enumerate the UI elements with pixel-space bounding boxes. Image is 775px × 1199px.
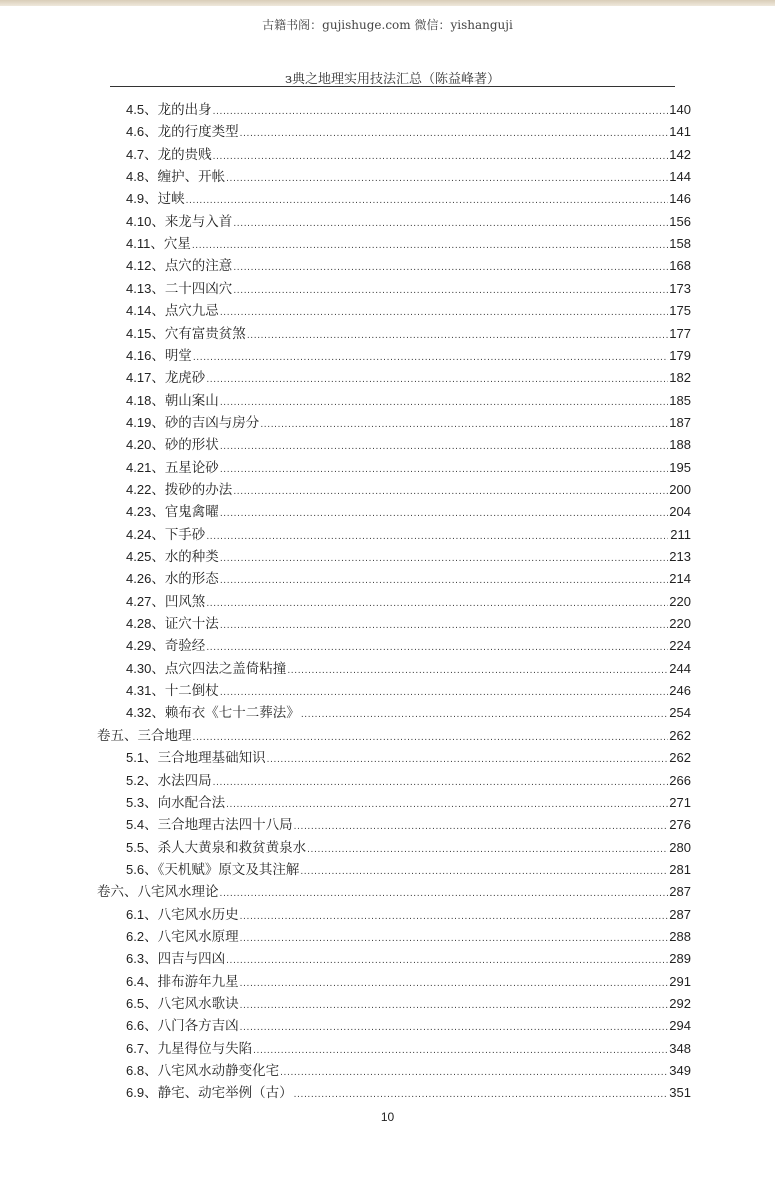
toc-entry-separator: 、: [144, 1040, 158, 1057]
toc-entry-number: 4.5: [126, 102, 145, 117]
toc-entry-separator: 、: [144, 817, 158, 834]
toc-entry-number: 4.24: [126, 526, 152, 542]
dot-leader: [287, 660, 668, 682]
toc-entry[interactable]: [126, 211, 691, 233]
toc-entry[interactable]: [126, 770, 691, 792]
toc-entry-separator: 、: [144, 102, 158, 118]
toc-entry-page: 289: [669, 951, 691, 967]
dot-leader: [213, 772, 668, 794]
toc-entry-separator: 、: [151, 437, 165, 454]
toc-entry-separator: 、: [150, 236, 164, 253]
toc-entry-separator: 、: [151, 504, 165, 521]
toc-entry-separator: 、: [144, 996, 158, 1012]
toc-entry[interactable]: [126, 166, 691, 188]
toc-entry-title: 拨砂的办法: [164, 481, 233, 498]
toc-entry-number: 6.8: [126, 1063, 145, 1079]
toc-entry-title: 缠护、开帐: [157, 169, 226, 186]
dot-leader: [294, 1084, 668, 1106]
toc-entry-title: 证穴十法: [164, 616, 219, 633]
toc-entry-page: 140: [669, 102, 691, 117]
toc-entry-title: 二十四凶穴: [164, 280, 233, 297]
dot-leader: [193, 347, 668, 369]
toc-entry-separator: 、: [151, 705, 165, 722]
toc-entry-number: 4.8: [126, 169, 145, 185]
dot-leader: [220, 883, 669, 905]
toc-entry-number: 4.21: [126, 459, 152, 475]
page-number: 10: [380, 1110, 395, 1124]
toc-entry-page: 175: [669, 303, 691, 319]
dot-leader: [233, 481, 668, 503]
toc-entry-title: 八门各方吉凶: [157, 1018, 239, 1035]
toc-entry-separator: 、: [151, 683, 165, 700]
toc-entry-number: 4.13: [126, 280, 152, 296]
toc-entry-number: 4.10: [126, 213, 152, 229]
toc-entry[interactable]: [126, 323, 691, 345]
dot-leader: [240, 928, 668, 950]
toc-entry-page: 254: [669, 705, 691, 721]
toc-entry-number: 4.31: [126, 683, 152, 699]
toc-entry-number: 6.6: [126, 1018, 145, 1034]
toc-entry-separator: 、: [151, 616, 165, 633]
toc-entry-number: 4.22: [126, 481, 152, 497]
toc-entry-number: 5.5: [126, 839, 145, 855]
toc-entry-separator: 、: [151, 347, 165, 364]
toc-entry-page: 214: [669, 571, 691, 587]
toc-entry-title: 静宅、动宅举例（古）: [157, 1085, 293, 1102]
toc-entry-title: 卷六、八宅风水理论: [97, 884, 219, 901]
toc-entry-title: 明堂: [164, 347, 192, 364]
toc-entry-title: 八宅风水历史: [157, 906, 239, 923]
toc-entry-page: 280: [669, 839, 691, 855]
toc-entry-number: 4.20: [126, 437, 152, 453]
toc-entry-title: 来龙与入首: [164, 213, 233, 230]
toc-entry-number: 6.9: [126, 1085, 145, 1101]
toc-entry[interactable]: [126, 434, 691, 456]
dot-leader: [220, 570, 668, 592]
toc-entry-number: 4.30: [126, 660, 152, 676]
dot-leader: [233, 257, 668, 279]
toc-entry-separator: 、: [144, 169, 158, 186]
toc-entry-separator: 、: [144, 1085, 158, 1102]
toc-entry[interactable]: [126, 99, 691, 121]
toc-entry-page: 156: [669, 213, 691, 229]
toc-entry-title: 奇验经: [164, 638, 206, 655]
dot-leader: [226, 168, 668, 190]
toc-entry-number: 4.6: [126, 124, 145, 140]
toc-entry-number: 4.29: [126, 638, 152, 654]
header-rule: [110, 86, 675, 87]
toc-entry-title: 九星得位与失陷: [157, 1040, 253, 1057]
dot-leader: [220, 615, 668, 637]
toc-entry[interactable]: [126, 859, 691, 881]
dot-leader: [206, 369, 668, 391]
toc-entry-title: 三合地理古法四十八局: [157, 817, 293, 834]
toc-entry-separator: 、: [144, 951, 158, 968]
dot-leader: [233, 280, 668, 302]
toc-entry-separator: 、: [151, 638, 165, 655]
dot-leader: [267, 749, 668, 771]
toc-entry-title: 下手砂: [164, 526, 206, 543]
toc-entry-title: 赖布衣《七十二葬法》: [164, 705, 300, 722]
dot-leader: [220, 392, 668, 414]
toc-entry[interactable]: [126, 233, 691, 255]
toc-entry-title: 穴有富贵贫煞: [164, 325, 246, 342]
toc-entry-title: 凹风煞: [164, 593, 206, 610]
toc-entry[interactable]: [126, 457, 691, 479]
toc-entry[interactable]: [126, 1082, 691, 1104]
dot-leader: [253, 1040, 668, 1062]
toc-entry-page: 287: [669, 906, 691, 922]
toc-entry-title: 八宅风水原理: [157, 928, 239, 945]
toc-entry-title: 点穴四法之盖倚粘撞: [164, 660, 287, 677]
toc-entry-page: 220: [669, 593, 691, 609]
toc-entry[interactable]: [126, 390, 691, 412]
dot-leader: [240, 906, 668, 928]
toc-entry-separator: 、: [144, 973, 158, 990]
dot-leader: [220, 302, 668, 324]
toc-entry-title: 水的种类: [164, 549, 219, 565]
toc-entry-number: 4.7: [126, 146, 145, 162]
dot-leader: [240, 995, 668, 1017]
toc-entry[interactable]: [126, 1015, 691, 1037]
toc-entry-page: 213: [669, 549, 691, 564]
toc-entry-title: 砂的形状: [164, 437, 219, 454]
dot-leader: [233, 213, 668, 235]
toc-entry-page: 144: [669, 169, 691, 185]
toc-entry-page: 188: [669, 437, 691, 453]
toc-entry[interactable]: [126, 1060, 691, 1082]
toc-entry-page: 262: [669, 727, 691, 743]
toc-entry[interactable]: [126, 412, 691, 434]
toc-entry-title: 砂的吉凶与房分: [164, 414, 260, 431]
dot-leader: [186, 190, 668, 212]
toc-entry-page: 348: [669, 1040, 691, 1056]
toc-entry-page: 185: [669, 392, 691, 408]
toc-entry-title: 排布游年九星: [157, 973, 239, 990]
toc-entry-page: 292: [669, 996, 691, 1011]
toc-entry-page: 158: [669, 236, 691, 252]
toc-entry-number: 6.4: [126, 973, 145, 989]
toc-entry-page: 349: [669, 1063, 691, 1079]
running-header: з典之地理实用技法汇总（陈益峰著）: [284, 72, 501, 87]
toc-entry-title: 水法四局: [157, 772, 212, 789]
toc-entry-number: 4.26: [126, 571, 152, 587]
toc-entry-number: 4.9: [126, 191, 145, 207]
toc-entry-separator: 、: [144, 124, 158, 141]
toc-entry[interactable]: [126, 144, 691, 166]
dot-leader: [226, 950, 668, 972]
toc-entry-title: 朝山案山: [164, 392, 219, 409]
toc-entry-page: 262: [669, 750, 691, 766]
site-watermark: 古籍书阁：gujishuge.com 微信：yishanguji: [262, 18, 513, 32]
toc-entry[interactable]: [126, 479, 691, 501]
toc-entry-separator: 、: [144, 1063, 158, 1080]
dot-leader: [240, 973, 668, 995]
toc-entry-page: 142: [669, 146, 691, 162]
toc-entry-title: 水的形态: [164, 571, 219, 588]
dot-leader: [294, 816, 668, 838]
toc-entry-title: 龙虎砂: [164, 370, 206, 387]
toc-entry-separator: 、: [144, 839, 158, 856]
toc-entry-separator: 、: [151, 549, 165, 565]
dot-leader: [220, 503, 668, 525]
dot-leader: [220, 548, 668, 570]
toc-entry-number: 5.3: [126, 794, 145, 810]
toc-entry[interactable]: [126, 546, 691, 568]
toc-entry-number: 4.18: [126, 392, 152, 408]
toc-entry-number: 4.11: [126, 236, 151, 252]
dot-leader: [213, 101, 668, 123]
dot-leader: [307, 839, 668, 861]
toc-entry[interactable]: [126, 568, 691, 590]
toc-entry[interactable]: [126, 524, 691, 546]
toc-entry-separator: 、: [151, 213, 165, 230]
toc-entry-separator: 、: [151, 370, 165, 387]
toc-entry[interactable]: [126, 792, 691, 814]
toc-entry-separator: 、: [151, 526, 165, 543]
toc-chapter-entry[interactable]: [97, 881, 691, 903]
toc-entry-page: 146: [669, 191, 691, 207]
toc-entry-separator: 、: [144, 906, 158, 923]
dot-leader: [280, 1062, 668, 1084]
dot-leader: [206, 593, 668, 615]
toc-entry-number: 6.7: [126, 1040, 145, 1056]
toc-entry-number: 5.2: [126, 772, 145, 788]
toc-entry-number: 6.2: [126, 928, 145, 944]
toc-entry-page: 288: [669, 928, 691, 944]
toc-entry-title: 四吉与四凶: [157, 951, 226, 968]
toc-entry-page: 220: [669, 616, 691, 632]
toc-entry-number: 5.1: [126, 750, 145, 766]
toc-entry-separator: 、: [151, 414, 165, 431]
toc-entry[interactable]: [126, 367, 691, 389]
toc-entry-number: 4.14: [126, 303, 152, 319]
dot-leader: [220, 459, 668, 481]
toc-entry-page: 211: [670, 526, 691, 542]
toc-entry[interactable]: [126, 300, 691, 322]
toc-entry-page: 168: [669, 258, 691, 274]
toc-entry-separator: 、: [144, 750, 158, 767]
toc-entry[interactable]: [126, 747, 691, 769]
toc-entry-separator: 、: [151, 660, 165, 677]
toc-entry-page: 204: [669, 504, 691, 520]
toc-entry-page: 244: [669, 660, 691, 676]
toc-entry-number: 4.25: [126, 549, 152, 564]
toc-entry-page: 266: [669, 772, 691, 788]
toc-entry[interactable]: [126, 658, 691, 680]
toc-entry-separator: 、: [151, 481, 165, 498]
toc-entry[interactable]: [126, 613, 691, 635]
toc-entry-number: 4.23: [126, 504, 152, 520]
toc-entry-separator: 、: [151, 258, 165, 275]
toc-entry-separator: 、: [151, 303, 165, 320]
toc-entry[interactable]: [126, 904, 691, 926]
toc-entry[interactable]: [126, 837, 691, 859]
toc-entry-number: 6.1: [126, 906, 145, 922]
toc-entry-page: 276: [669, 817, 691, 833]
toc-entry-title: 点穴九忌: [164, 303, 219, 320]
dot-leader: [206, 637, 668, 659]
toc-entry-title: 龙的贵贱: [157, 146, 212, 163]
toc-entry-separator: 、: [151, 392, 165, 409]
toc-entry[interactable]: [126, 926, 691, 948]
toc-entry[interactable]: [126, 971, 691, 993]
toc-entry-number: 5.6: [126, 861, 145, 877]
toc-entry-page: 246: [669, 683, 691, 699]
toc-entry-title: 杀人大黄泉和救贫黄泉水: [157, 839, 307, 856]
toc-entry-separator: 、: [151, 593, 165, 610]
toc-entry-title: 八宅风水动静变化宅: [157, 1063, 280, 1080]
toc-entry-separator: 、: [144, 794, 158, 811]
toc-entry-page: 287: [669, 884, 691, 900]
toc-entry[interactable]: [126, 814, 691, 836]
toc-entry[interactable]: [126, 278, 691, 300]
dot-leader: [260, 414, 668, 436]
toc-entry-title: 、《天机赋》原文及其注解: [144, 861, 300, 878]
toc-entry-title: 三合地理基础知识: [157, 750, 266, 767]
toc-entry-number: 4.27: [126, 593, 152, 609]
toc-entry-page: 294: [669, 1018, 691, 1034]
dot-leader: [192, 235, 668, 257]
toc-entry[interactable]: [126, 680, 691, 702]
dot-leader: [301, 704, 668, 726]
toc-entry[interactable]: [126, 993, 691, 1015]
toc-entry-separator: 、: [151, 280, 165, 297]
toc-entry-title: 龙的行度类型: [157, 124, 239, 141]
toc-entry-title: 八宅风水歌诀: [157, 996, 239, 1012]
dot-leader: [300, 861, 668, 883]
toc-entry-number: 4.16: [126, 347, 152, 363]
toc-entry-page: 195: [669, 459, 691, 475]
toc-entry-number: 6.5: [126, 996, 145, 1011]
dot-leader: [193, 727, 669, 749]
toc-entry-page: 177: [669, 325, 691, 341]
toc-entry[interactable]: [126, 188, 691, 210]
dot-leader: [226, 794, 668, 816]
toc-entry-separator: 、: [151, 325, 165, 342]
toc-entry[interactable]: [126, 501, 691, 523]
toc-entry[interactable]: [126, 345, 691, 367]
toc-entry-number: 4.32: [126, 705, 152, 721]
toc-entry-number: 4.15: [126, 325, 152, 341]
dot-leader: [220, 436, 668, 458]
toc-entry-title: 卷五、三合地理: [97, 727, 192, 744]
toc-entry[interactable]: [126, 255, 691, 277]
dot-leader: [213, 146, 668, 168]
toc-entry-number: 4.28: [126, 616, 152, 632]
toc-entry-separator: 、: [151, 571, 165, 588]
toc-entry-page: 224: [669, 638, 691, 654]
toc-entry-separator: 、: [144, 928, 158, 945]
toc-entry-separator: 、: [144, 191, 158, 208]
toc-entry-page: 271: [669, 794, 691, 810]
dot-leader: [206, 526, 668, 548]
toc-entry-page: 281: [669, 861, 691, 877]
toc-entry-page: 173: [669, 280, 691, 296]
toc-entry-number: 4.12: [126, 258, 152, 274]
toc-entry-number: 4.17: [126, 370, 152, 386]
toc-entry-page: 187: [669, 414, 691, 430]
toc-entry-page: 141: [669, 124, 691, 140]
toc-entry-title: 官鬼禽曜: [164, 504, 219, 521]
toc-entry[interactable]: [126, 635, 691, 657]
toc-entry-page: 351: [669, 1085, 691, 1101]
toc-entry-separator: 、: [151, 459, 165, 476]
toc-entry-number: 6.3: [126, 951, 145, 967]
toc-entry-title: 过峡: [157, 191, 185, 208]
toc-entry-separator: 、: [144, 772, 158, 789]
dot-leader: [247, 325, 668, 347]
toc-entry-number: 4.19: [126, 414, 152, 430]
toc-entry[interactable]: [126, 948, 691, 970]
toc-entry-title: 五星论砂: [164, 459, 219, 476]
toc-entry[interactable]: [126, 591, 691, 613]
toc-entry[interactable]: [126, 1038, 691, 1060]
toc-entry-title: 点穴的注意: [164, 258, 233, 275]
toc-entry-number: 5.4: [126, 817, 145, 833]
toc-entry-page: 179: [669, 347, 691, 363]
dot-leader: [220, 682, 668, 704]
dot-leader: [240, 123, 668, 145]
toc-chapter-entry[interactable]: [97, 725, 691, 747]
toc-entry-title: 穴星: [163, 236, 191, 253]
toc-entry-separator: 、: [144, 146, 158, 163]
toc-entry-page: 291: [669, 973, 691, 989]
dot-leader: [240, 1017, 668, 1039]
toc-entry-separator: 、: [144, 1018, 158, 1035]
toc-entry-page: 200: [669, 481, 691, 497]
toc-entry[interactable]: [126, 121, 691, 143]
top-border-band: [0, 0, 775, 6]
toc-entry-title: 十二倒杖: [164, 683, 219, 700]
toc-entry-title: 龙的出身: [157, 102, 212, 118]
toc-entry[interactable]: [126, 702, 691, 724]
toc-entry-title: 向水配合法: [157, 794, 226, 811]
toc-entry-page: 182: [669, 370, 691, 386]
